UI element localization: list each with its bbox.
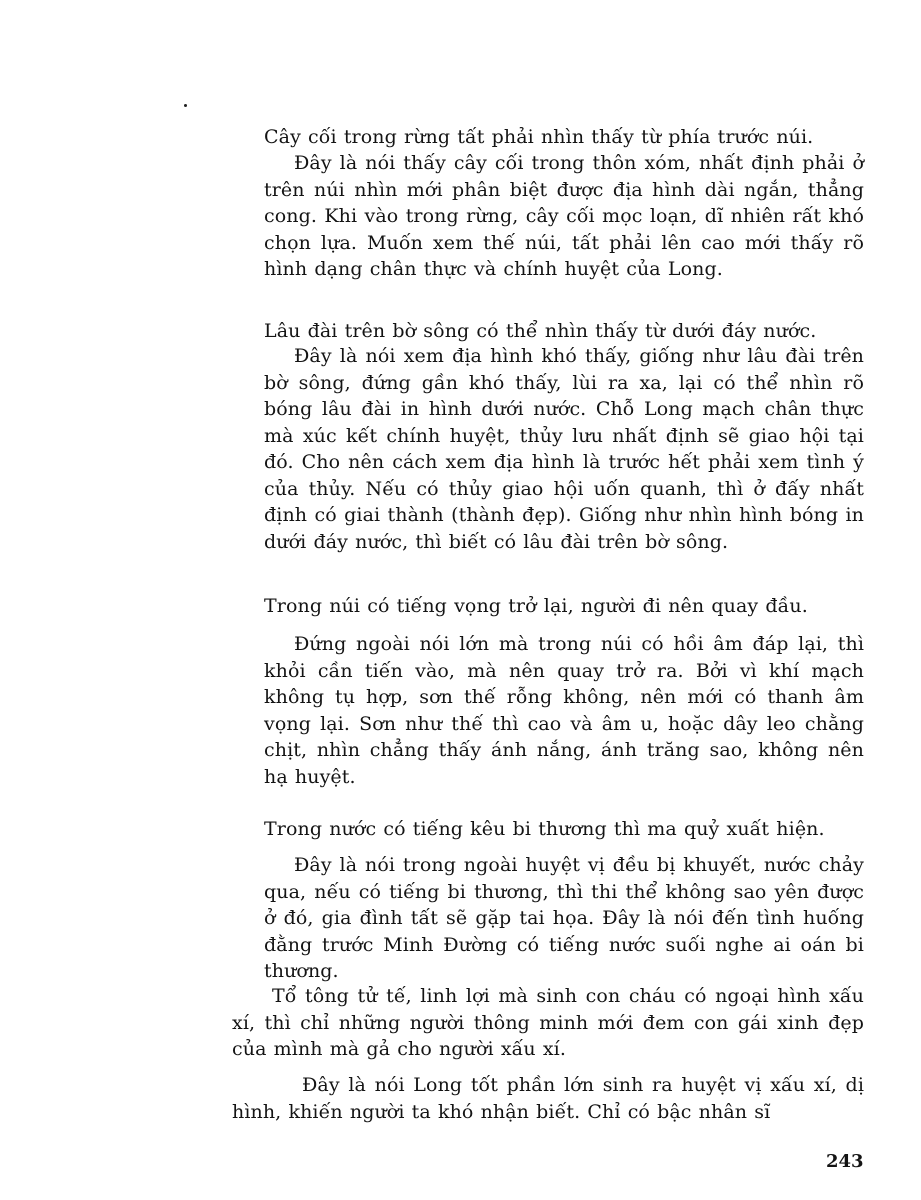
section-heading: Tổ tông tử tế, linh lợi mà sinh con cháu có ngoại hình xấu xí, thì chỉ những người thông minh mới đem con gái xinh đẹp của mình mà gả cho người xấu xí. (232, 985, 864, 1060)
section-body: Đây là nói xem địa hình khó thấy, giống như lâu đài trên bờ sông, đứng gần khó thấy, lùi ra xa, lại có thể nhìn rõ bóng lâu đài in hình dưới nước. Chỗ Long mạch chân thực mà xúc kết chính huyệt, thủy lưu nhất định sẽ giao hội tại đó. Cho nên cách xem địa hình là trước hết phải xem tình ý của thủy. Nếu có thủy giao hội uốn quanh, thì ở đấy nhất định có giai thành (thành đẹp). Giống như nhìn hình bóng in dưới đáy nước, thì biết có lâu đài trên bờ sông. (264, 345, 864, 553)
section-body: Đây là nói trong ngoài huyệt vị đều bị khuyết, nước chảy qua, nếu có tiếng bi thương, thì thi thể không sao yên được ở đó, gia đình tất sẽ gặp tai họa. Đây là nói đến tình huống đằng trước Minh Đường có tiếng nước suối nghe ai oán bi thương. (264, 854, 864, 982)
section-body: Đứng ngoài nói lớn mà trong núi có hồi âm đáp lại, thì khỏi cần tiến vào, mà nên quay trở ra. Bởi vì khí mạch không tụ hợp, sơn thế rỗng không, nên mới có thanh âm vọng lại. Sơn như thế thì cao và âm u, hoặc dây leo chằng chịt, nhìn chẳng thấy ánh nắng, ánh trăng sao, không nên hạ huyệt. (264, 633, 864, 788)
section-heading: Trong núi có tiếng vọng trở lại, người đi nên quay đầu. (264, 595, 808, 617)
section-body: Đây là nói thấy cây cối trong thôn xóm, nhất định phải ở trên núi nhìn mới phân biệt được địa hình dài ngắn, thẳng cong. Khi vào trong rừng, cây cối mọc loạn, dĩ nhiên rất khó chọn lựa. Muốn xem thế núi, tất phải lên cao mới thấy rõ hình dạng chân thực và chính huyệt của Long. (264, 152, 864, 280)
section-heading: Lâu đài trên bờ sông có thể nhìn thấy từ dưới đáy nước. (264, 320, 817, 342)
section-heading: Cây cối trong rừng tất phải nhìn thấy từ phía trước núi. (264, 126, 814, 148)
scan-speck (184, 104, 187, 107)
page-number: 243 (826, 1151, 864, 1172)
section-heading: Trong nước có tiếng kêu bi thương thì ma quỷ xuất hiện. (264, 818, 825, 840)
section-body: Đây là nói Long tốt phần lớn sinh ra huyệt vị xấu xí, dị hình, khiến người ta khó nhận biết. Chỉ có bậc nhân sĩ (232, 1074, 864, 1123)
